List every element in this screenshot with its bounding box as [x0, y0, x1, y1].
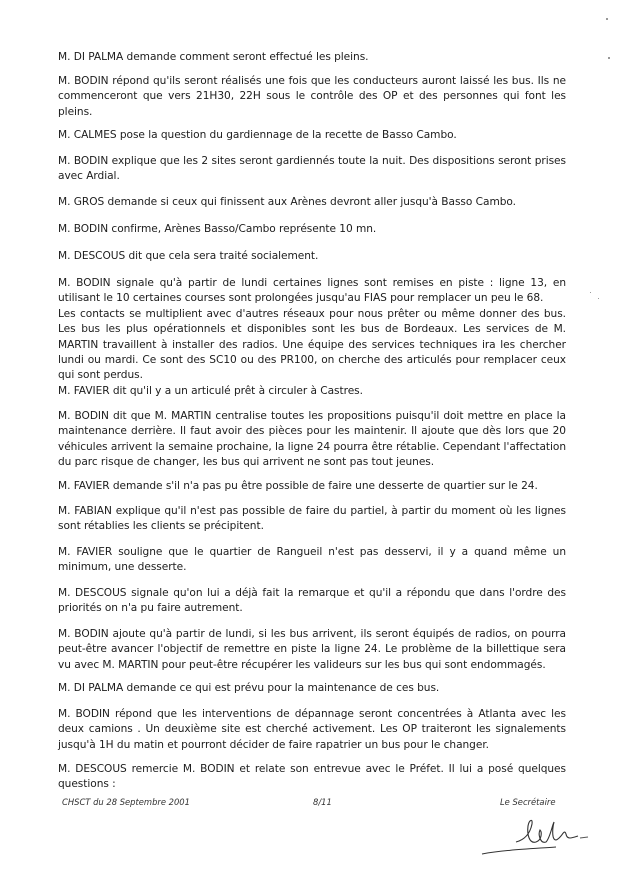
scan-speck: [598, 298, 599, 299]
paragraph-3-line-1: M. CALMES pose la question du gardiennage de la recette de Basso Cambo.: [58, 129, 457, 141]
paragraph-13-line-1: M. FAVIER souligne que le quartier de Rangueil n'est pas desservi, il y a quand même un minimum, une desserte.: [58, 546, 566, 574]
paragraph-17: [58, 707, 566, 753]
paragraph-9: [58, 384, 566, 399]
paragraph-18: [58, 762, 566, 793]
paragraph-13: [58, 545, 566, 576]
paragraph-16: [58, 681, 566, 696]
paragraph-7-line-1: M. DESCOUS dit que cela sera traité socialement.: [58, 250, 319, 262]
signature-icon: [476, 814, 594, 862]
footer-left: CHSCT du 28 Septembre 2001: [62, 797, 190, 807]
paragraph-18-line-1: M. DESCOUS remercie M. BODIN et relate son entrevue avec le Préfet. Il lui a posé quelques questions :: [58, 763, 566, 791]
paragraph-9-line-1: M. FAVIER dit qu'il y a un articulé prêt à circuler à Castres.: [58, 385, 363, 397]
footer-page-number: 8/11: [313, 797, 332, 807]
paragraph-12: [58, 504, 566, 535]
paragraph-14: [58, 586, 566, 617]
paragraph-11-line-1: M. FAVIER demande s'il n'a pas pu être possible de faire une desserte de quartier sur le 24.: [58, 480, 538, 492]
paragraph-3: [58, 128, 566, 143]
paragraph-7: [58, 249, 566, 264]
paragraph-12-line-1: M. FABIAN explique qu'il n'est pas possible de faire du partiel, à partir du moment où les lignes sont rétablies les clients se précipitent.: [58, 505, 566, 533]
paragraph-1-line-1: M. DI PALMA demande comment seront effectué les pleins.: [58, 51, 369, 63]
paragraph-10-line-1: M. BODIN dit que M. MARTIN centralise toutes les propositions puisqu'il doit mettre en place la maintenance derrière. Il faut avoir des pièces pour les maintenir. Il ajoute que dès lors que 20 véhicules arrivent la semaine prochaine, la ligne 24 pourra être rétablie. Cependant l'affectation du parc risque de changer, les bus qui arrivent ne sont pas tout jeunes.: [58, 410, 566, 469]
paragraph-5: [58, 195, 566, 210]
paragraph-17-line-1: M. BODIN répond que les interventions de dépannage seront concentrées à Atlanta avec les deux camions . Un deuxième site est cherché activement. Les OP traiteront les signalements jusqu'à 1H du matin et pourront décider de faire rapatrier un bus pour le changer.: [58, 708, 566, 751]
paragraph-5-line-1: M. GROS demande si ceux qui finissent aux Arènes devront aller jusqu'à Basso Cambo.: [58, 196, 516, 208]
paragraph-14-line-1: M. DESCOUS signale qu'on lui a déjà fait la remarque et qu'il a répondu que dans l'ordre des priorités on n'a pu faire autrement.: [58, 587, 566, 615]
paragraph-15: [58, 627, 566, 673]
paragraph-6-line-1: M. BODIN confirme, Arènes Basso/Cambo représente 10 mn.: [58, 223, 377, 235]
paragraph-15-line-1: M. BODIN ajoute qu'à partir de lundi, si les bus arrivent, ils seront équipés de radios, on pourra peut-être avancer l'objectif de remettre en piste la ligne 24. Le problème de la billettique sera vu avec M. MARTIN pour peut-être récupérer les valideurs sur les bus qui sont endommagés.: [58, 628, 566, 671]
paragraph-8-line-1: M. BODIN signale qu'à partir de lundi certaines lignes sont remises en piste : ligne 13, en utilisant le 10 certaines courses sont prolongées jusqu'au FIAS pour remplacer un peu le 68.: [58, 277, 566, 305]
paragraph-6: [58, 222, 566, 237]
footer-right: Le Secrétaire: [500, 797, 556, 807]
paragraph-4: [58, 154, 566, 185]
paragraph-4-line-1: M. BODIN explique que les 2 sites seront gardiennés toute la nuit. Des dispositions seront prises avec Ardial.: [58, 155, 566, 183]
paragraph-11: [58, 479, 566, 494]
paragraph-8-line-2: Les contacts se multiplient avec d'autres réseaux pour nous prêter ou même donner des bus. Les bus les plus opérationnels et disponibles sont les bus de Bordeaux. Les services de M. MARTIN travaillent à installer des radios. Une équipe des services techniques ira les chercher lundi ou mardi. Ce sont des SC10 ou des PR100, on cherche des articulés pour remplacer ceux qui sont perdus.: [58, 307, 566, 382]
paragraph-10: [58, 409, 566, 471]
scan-speck: [590, 292, 591, 293]
paragraph-2: [58, 74, 566, 120]
scan-speck: [606, 18, 608, 20]
paragraph-2-line-1: M. BODIN répond qu'ils seront réalisés une fois que les conducteurs auront laissé les bus. Ils ne commenceront que vers 21H30, 22H sous le contrôle des OP et des personnes qui font les pleins.: [58, 75, 566, 118]
paragraph-1: [58, 50, 566, 65]
scan-speck: [608, 57, 610, 59]
paragraph-8: [58, 276, 566, 384]
paragraph-16-line-1: M. DI PALMA demande ce qui est prévu pour la maintenance de ces bus.: [58, 682, 440, 694]
